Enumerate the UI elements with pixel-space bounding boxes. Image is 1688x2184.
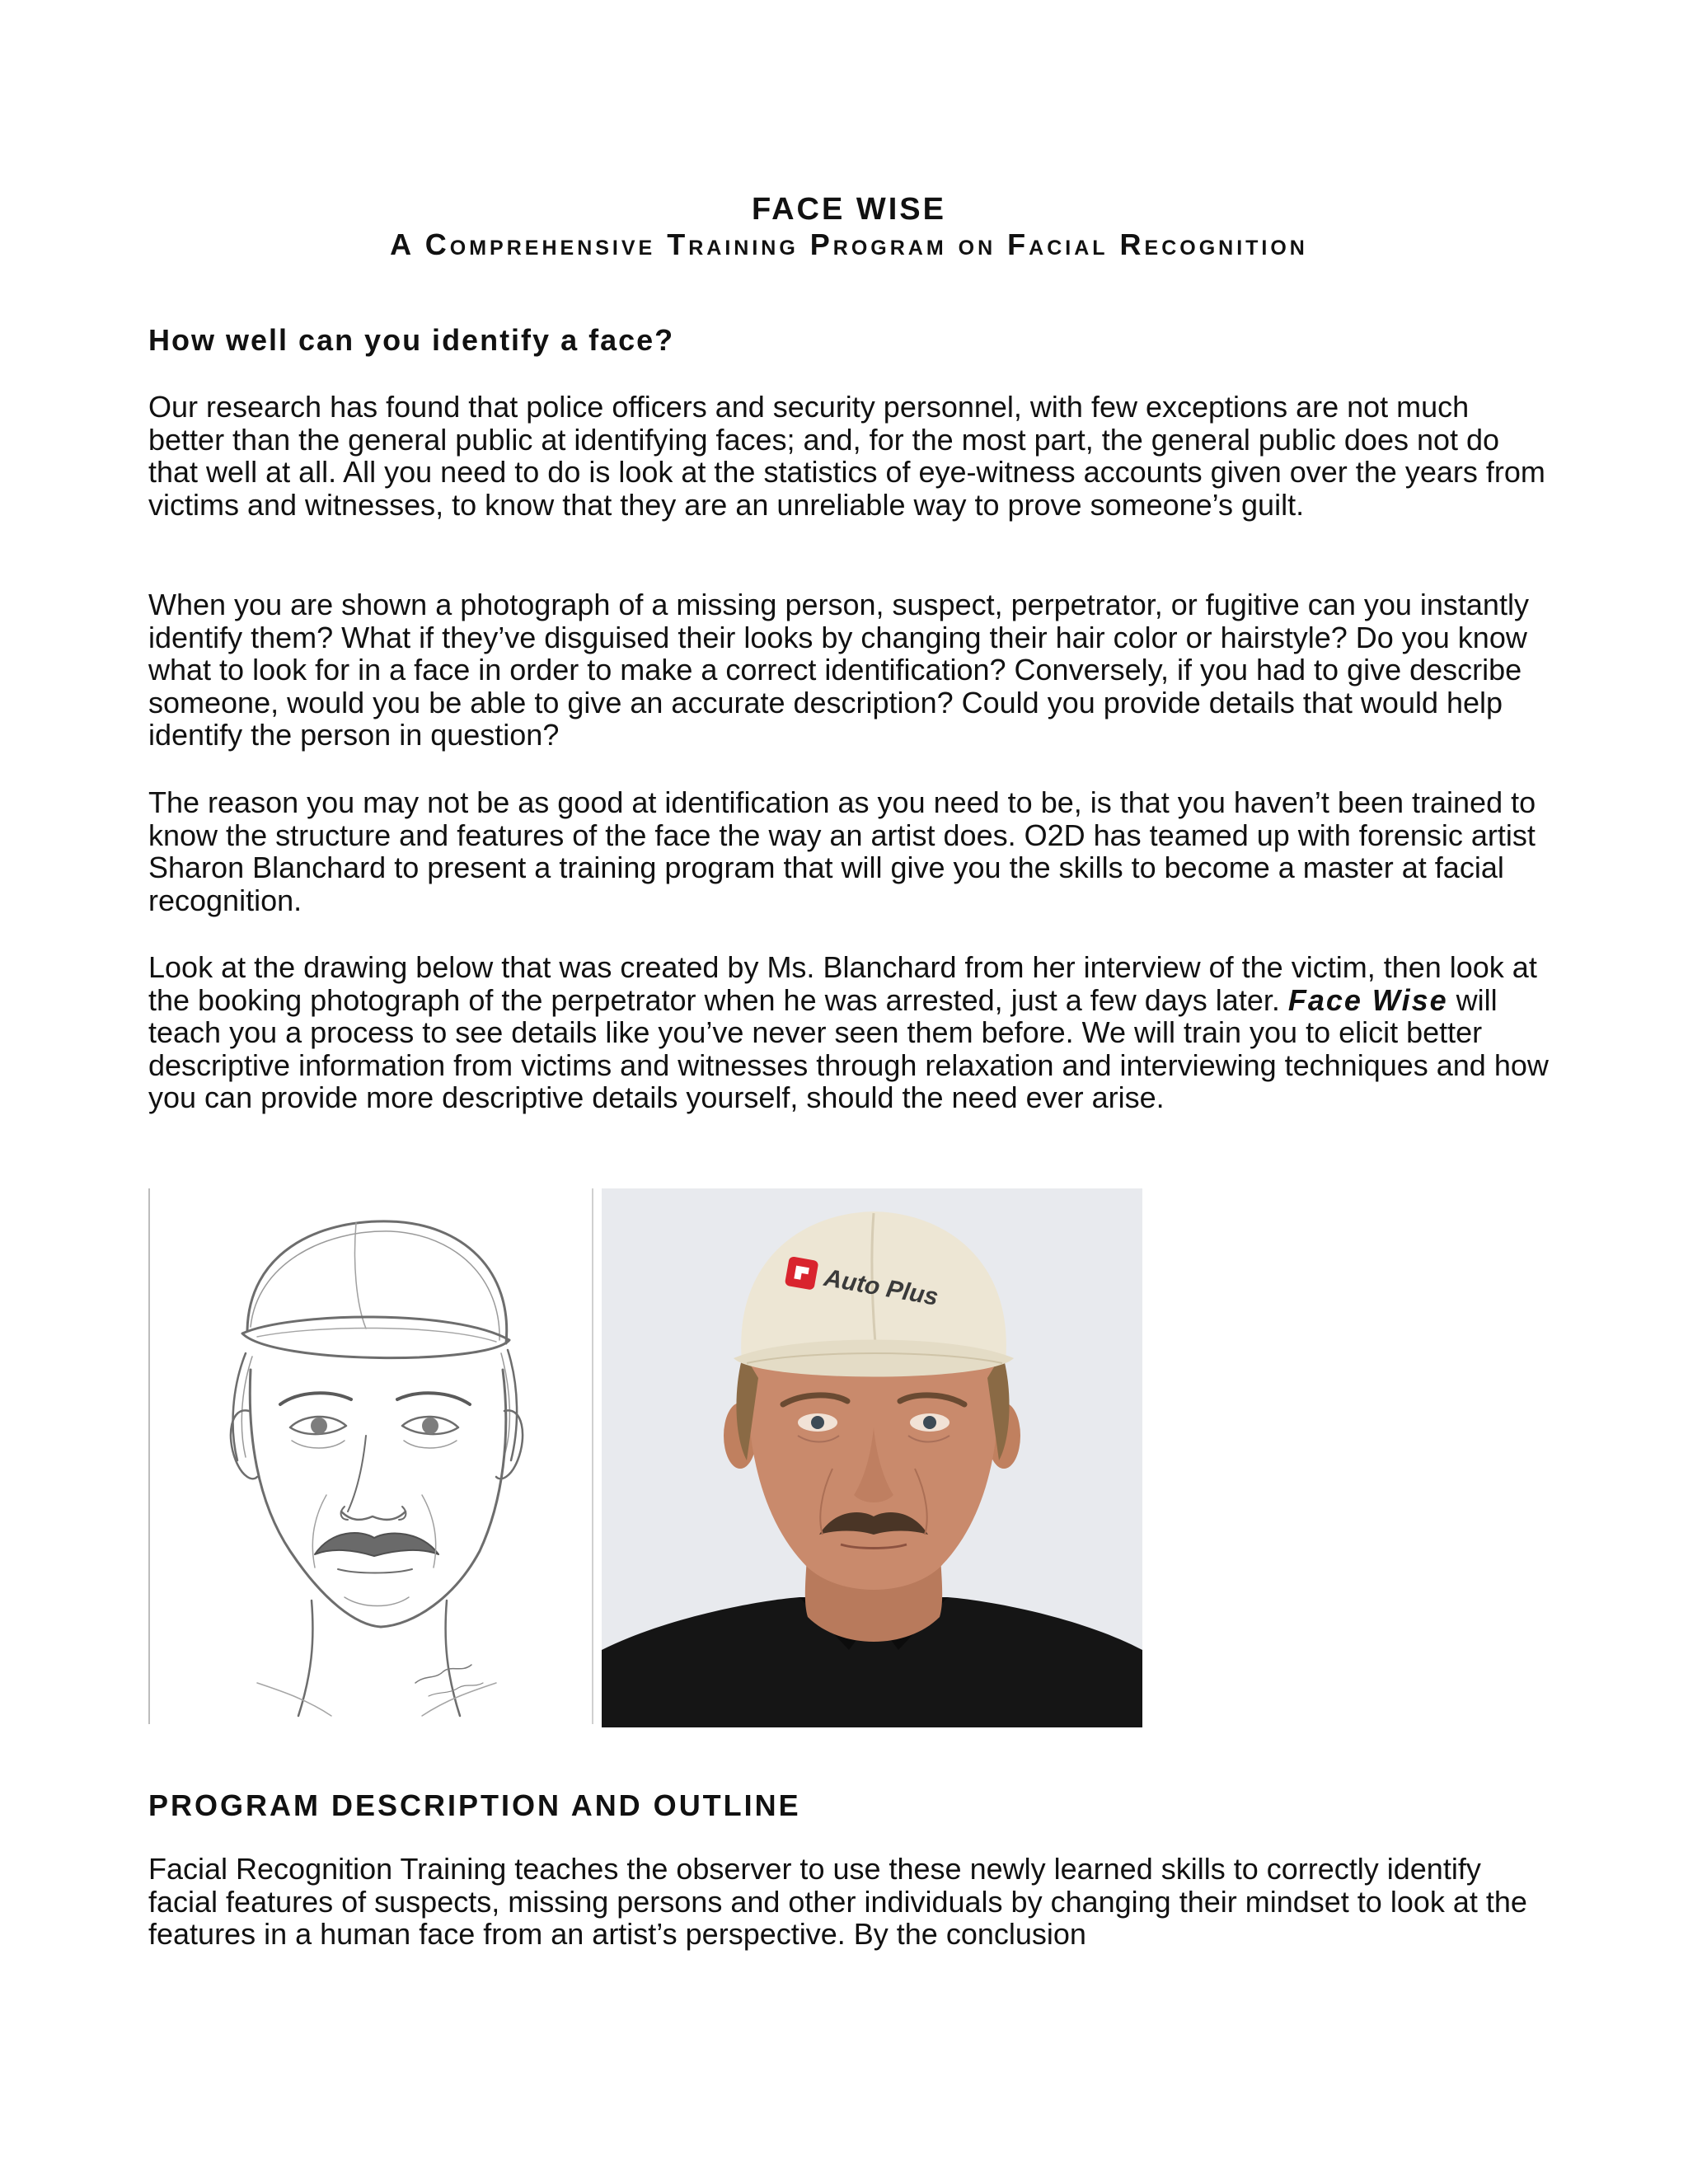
paragraph-research: Our research has found that police officers and security personnel, with few exceptions are not much better than the general public at identifying faces; and, for the most part, the general public does not do that well at all. All you need to do is look at the statistics of eye-witness accounts given over the years from victims and witnesses, to know that they are an unreliable way to prove someone’s guilt. <box>148 390 1545 522</box>
paragraph-training-reason: The reason you may not be as good at identification as you need to be, is that you haven’t been trained to know the structure and features of the face the way an artist does. O2D has teamed up with forensic artist Sharon Blanchard to present a training program that will give you the skills to become a master at facial recognition. <box>148 785 1536 917</box>
document-title: FACE WISE <box>751 192 947 227</box>
paragraph-drawing-end: will teach you a process to see details like you’ve never seen them before. We will train you to elicit better descriptive information from victims and witnesses through relaxation and interviewing techniques and how you can provide more descriptive details yourself, should the need ever arise. <box>148 982 1549 1114</box>
section-heading-program: PROGRAM DESCRIPTION AND OUTLINE <box>148 1788 801 1822</box>
document-subtitle: A Comprehensive Training Program on Facial Recognition <box>390 227 1308 261</box>
section-heading-identify: How well can you identify a face? <box>148 323 675 357</box>
paragraph-program-description: Facial Recognition Training teaches the observer to use these newly learned skills to correctly identify facial features of suspects, missing persons and other individuals by changing their mindset to look at the features in a human face from an artist’s perspective. By the conclusion <box>148 1852 1527 1951</box>
cap-logo-text: Auto Plus <box>822 1263 940 1311</box>
title-block <box>148 191 1550 262</box>
face-wise-emphasis: Face Wise <box>1287 982 1448 1017</box>
image-divider <box>592 1188 593 1724</box>
paragraph-photograph: When you are shown a photograph of a missing person, suspect, perpetrator, or fugitive can you instantly identify them? What if they’ve disguised their looks by changing their hair color or hairstyle? Do you know what to look for in a face in order to make a correct identification? Conversely, if you had to give describe someone, would you be able to give an accurate description? Could you provide details that would help identify the person in question? <box>148 588 1529 752</box>
booking-photograph-image <box>602 1188 1142 1727</box>
paragraph-drawing <box>148 951 1550 1114</box>
paragraph-drawing-start: Look at the drawing below that was created by Ms. Blanchard from her interview of the victim, then look at the booking photograph of the perpetrator when he was arrested, just a few days later. <box>148 950 1537 1017</box>
forensic-sketch-image <box>148 1188 595 1724</box>
